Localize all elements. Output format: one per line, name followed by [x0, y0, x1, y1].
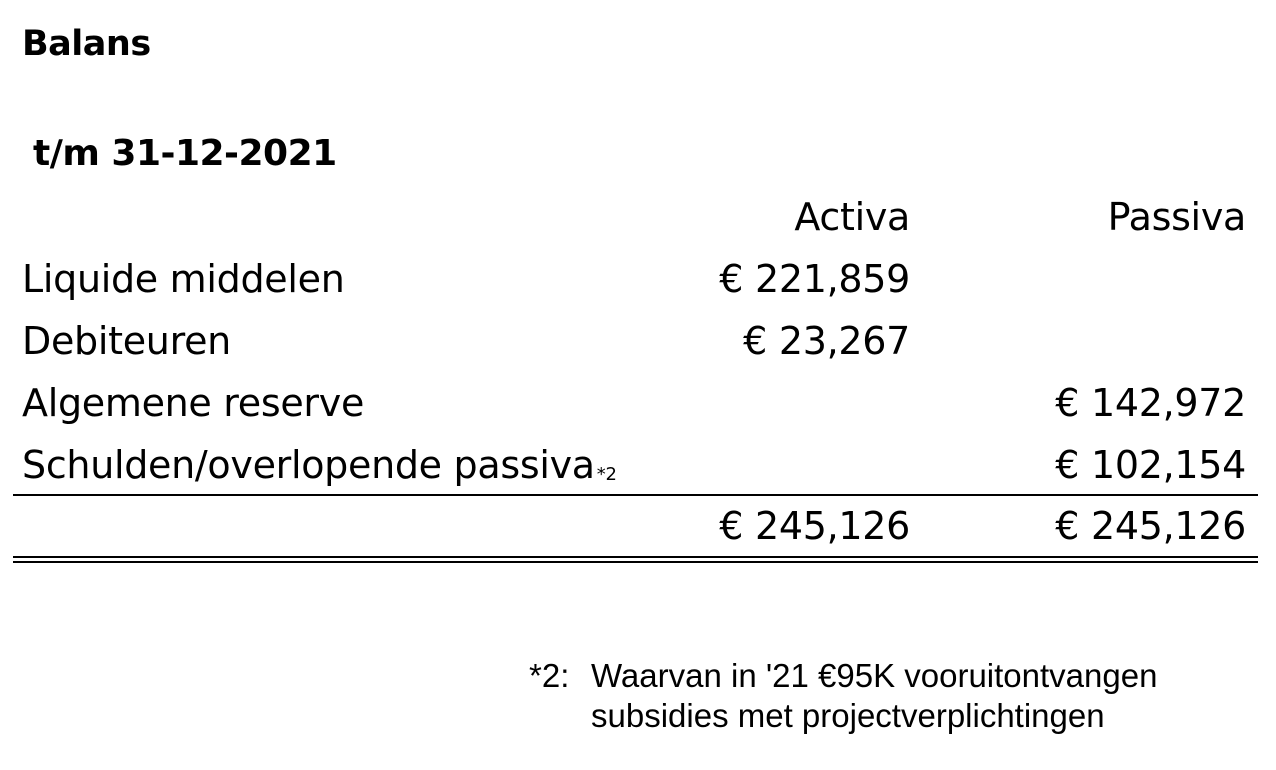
footnote-line-2: subsidies met projectverplichtingen — [591, 697, 1105, 734]
column-header-passiva: Passiva — [1107, 195, 1246, 239]
row-activa-debiteuren: € 23,267 — [743, 319, 910, 363]
row-label-text: Debiteuren — [22, 319, 231, 363]
row-label-liquide-middelen — [22, 256, 345, 302]
total-double-rule — [13, 556, 1258, 563]
row-passiva-schulden: € 102,154 — [1055, 443, 1246, 487]
row-label-algemene-reserve — [22, 380, 364, 426]
row-label-text: Algemene reserve — [22, 381, 365, 425]
row-passiva-algemene-reserve: € 142,972 — [1055, 381, 1246, 425]
row-activa-liquide-middelen: € 221,859 — [719, 257, 910, 301]
total-activa: € 245,126 — [719, 504, 910, 548]
footnote-key: *2: — [529, 657, 570, 694]
page-title: Balans — [22, 24, 151, 64]
row-label-schulden — [22, 442, 617, 496]
row-label-text: Liquide middelen — [22, 257, 345, 301]
footnote — [529, 656, 1157, 736]
period-subtitle: t/m 31-12-2021 — [33, 133, 337, 174]
subtotal-rule — [13, 494, 1258, 496]
footnote-line-1: Waarvan in '21 €95K vooruitontvangen — [591, 657, 1158, 694]
row-label-text: Schulden/overlopende passiva — [22, 443, 595, 487]
row-label-debiteuren — [22, 318, 231, 364]
footnote-reference: *2 — [596, 464, 617, 485]
total-passiva: € 245,126 — [1055, 504, 1246, 548]
column-header-activa: Activa — [794, 195, 910, 239]
